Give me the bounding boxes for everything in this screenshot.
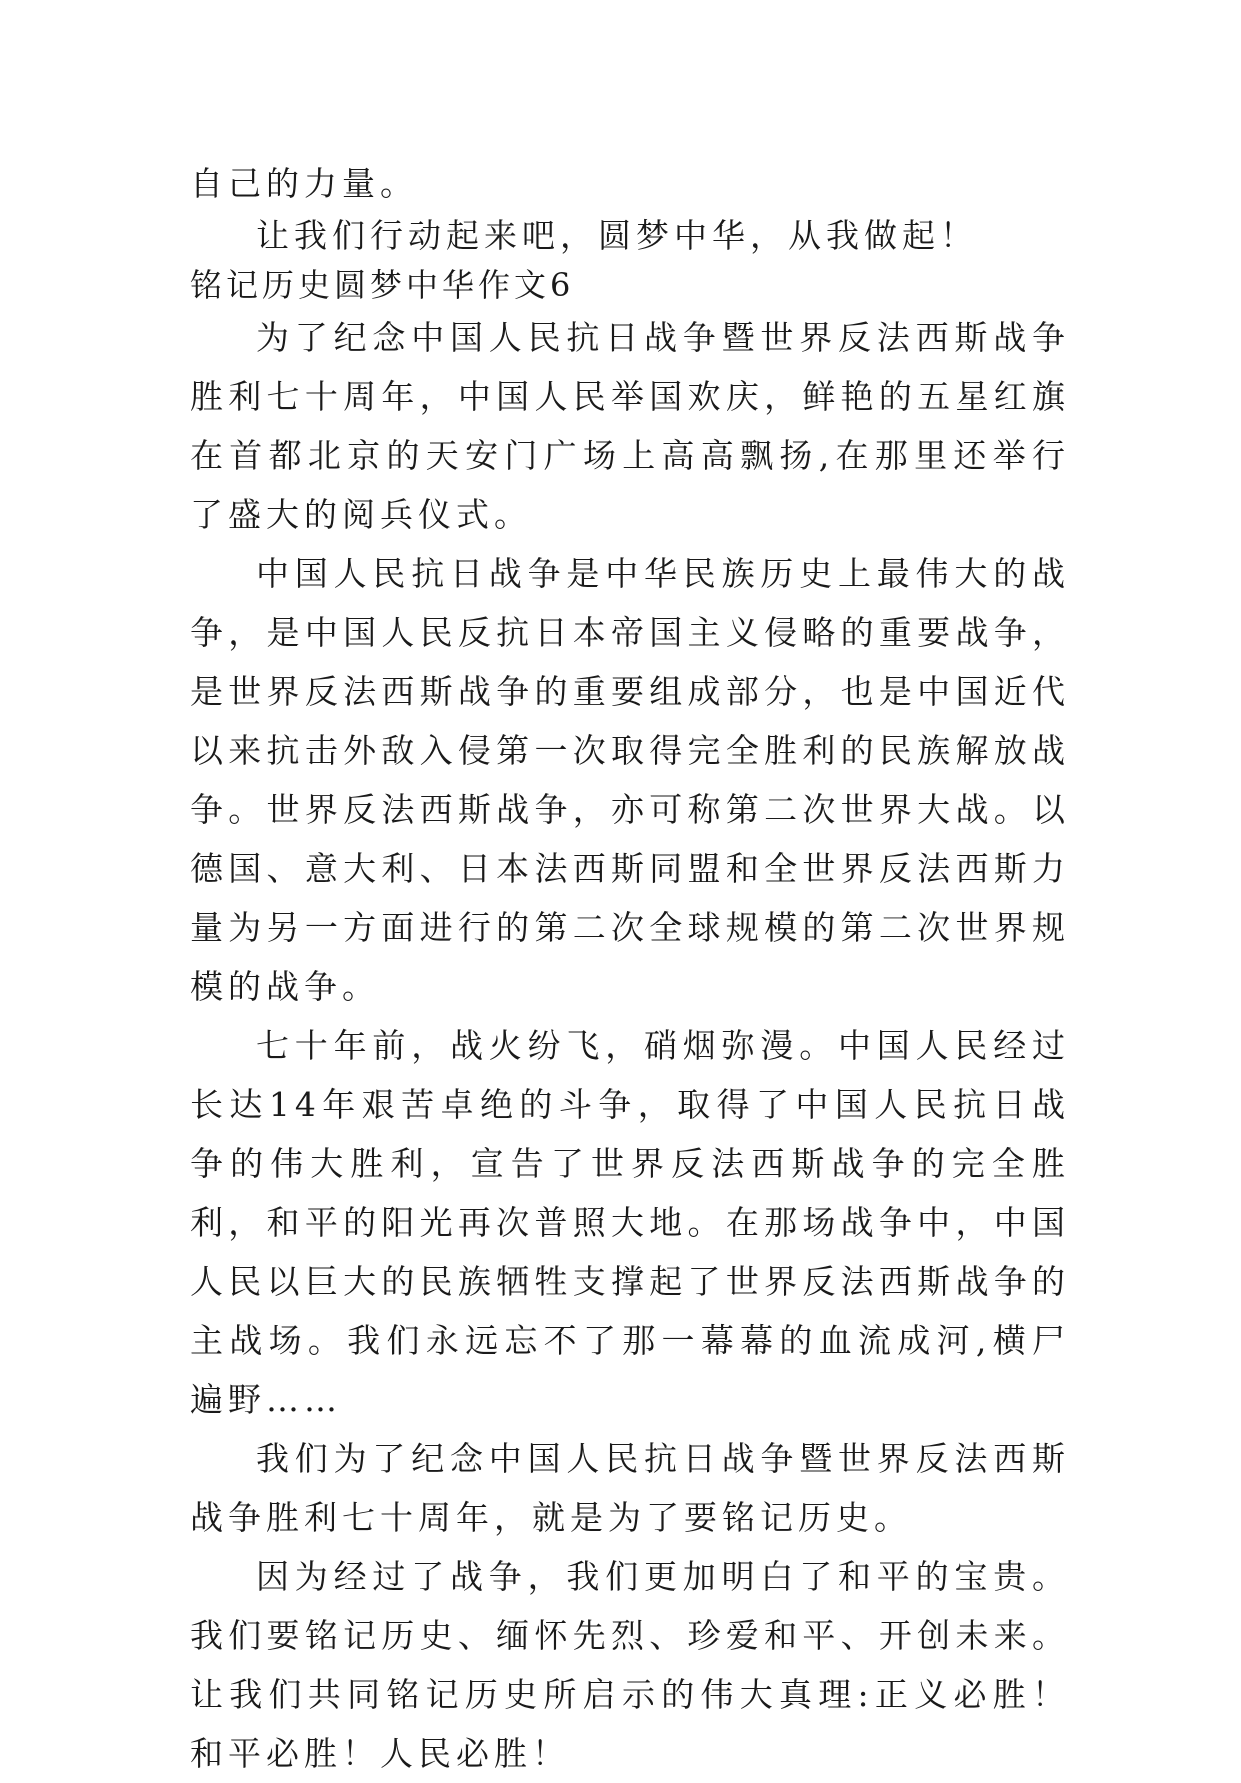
paragraph-seventy-years-ago: 七十年前，战火纷飞，硝烟弥漫。中国人民经过长达14年艰苦卓绝的斗争，取得了中国人民抗日战争的伟大胜利，宣告了世界反法西斯战争的完全胜利，和平的阳光再次普照大地。在那场战争中，中国人民以巨大的民族牺牲支撑起了世界反法西斯战争的主战场。我们永远忘不了那一幕幕的血流成河,横尸遍野……	[190, 1026, 1070, 1419]
document-body	[190, 158, 1070, 1783]
paragraph-continuation: 自己的力量。	[190, 164, 418, 203]
paragraph-peace: 因为经过了战争，我们更加明白了和平的宝贵。我们要铭记历史、缅怀先烈、珍爱和平、开创未来。让我们共同铭记历史所启示的伟大真理:正义必胜！和平必胜！人民必胜！	[190, 1557, 1070, 1773]
essay-title: 铭记历史圆梦中华作文6	[190, 266, 575, 304]
paragraph-war-history: 中国人民抗日战争是中华民族历史上最伟大的战争，是中国人民反抗日本帝国主义侵略的重要战争，是世界反法西斯战争的重要组成部分，也是中国近代以来抗击外敌入侵第一次取得完全胜利的民族解放战争。世界反法西斯战争，亦可称第二次世界大战。以德国、意大利、日本法西斯同盟和全世界反法西斯力量为另一方面进行的第二次全球规模的第二次世界规模的战争。	[190, 554, 1070, 1006]
paragraph-remember-history: 我们为了纪念中国人民抗日战争暨世界反法西斯战争胜利七十周年，就是为了要铭记历史。	[190, 1439, 1070, 1537]
paragraph-call-to-action: 让我们行动起来吧，圆梦中华，从我做起！	[256, 216, 978, 255]
paragraph-commemoration: 为了纪念中国人民抗日战争暨世界反法西斯战争胜利七十周年，中国人民举国欢庆，鲜艳的五星红旗在首都北京的天安门广场上高高飘扬,在那里还举行了盛大的阅兵仪式。	[190, 318, 1070, 534]
